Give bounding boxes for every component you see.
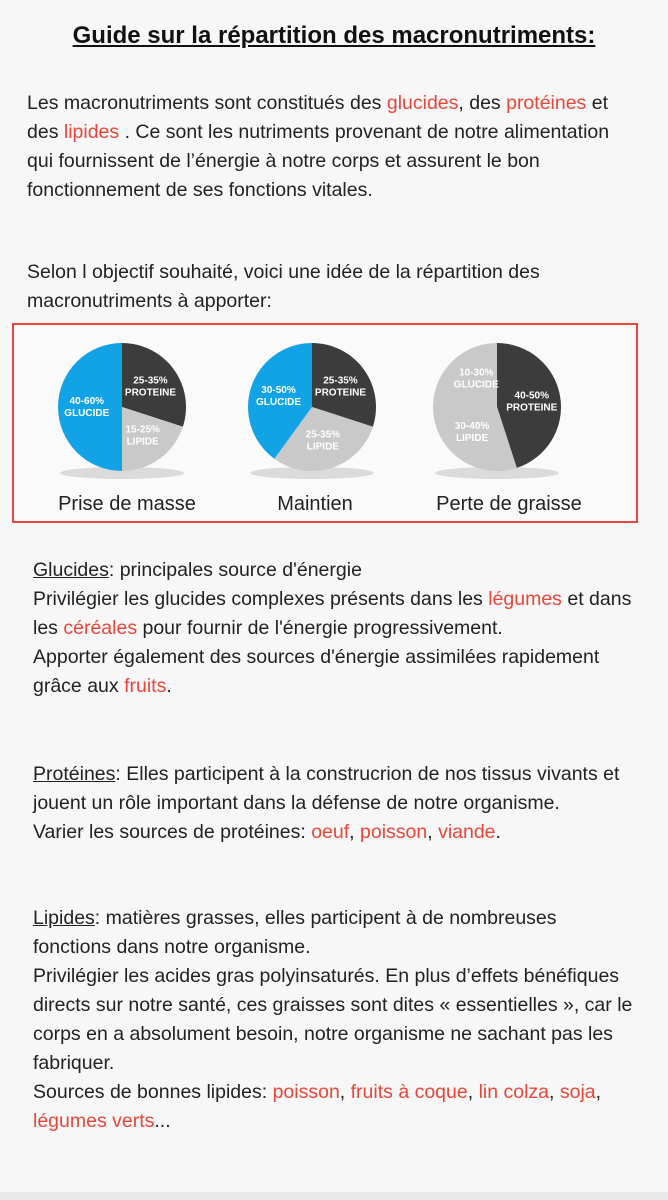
pie-slice-glucide: [58, 343, 122, 471]
pie-chart-2: [419, 337, 589, 487]
section-heading: Glucides: [33, 559, 109, 581]
pie-slice-name: LIPIDE: [306, 441, 339, 453]
section-heading: Lipides: [33, 907, 95, 929]
keyword-proteines: protéines: [506, 92, 587, 114]
keyword-legumes-verts: légumes verts: [33, 1110, 155, 1132]
pie-chart-1: [234, 337, 404, 487]
keyword-soja: soja: [559, 1081, 596, 1103]
pie-slice-percent: 25-35%: [133, 375, 168, 387]
pie-label-perte-de-graisse: Perte de graisse: [436, 493, 582, 515]
pie-slice-percent: 30-50%: [261, 385, 296, 397]
pie-slice-percent: 25-35%: [323, 375, 358, 387]
pie-slice-name: GLUCIDE: [453, 379, 499, 391]
keyword-poisson: poisson: [360, 821, 428, 843]
pie-slice-percent: 25-35%: [305, 429, 341, 441]
pie-slice-name: PROTEINE: [506, 402, 558, 414]
pie-perte-de-graisse: [419, 337, 589, 487]
pie-slice-name: PROTEINE: [124, 387, 177, 399]
section-proteines: Protéines: Elles participent à la construcrion de nos tissus vivants et jouent un rôle important dans la défense de notre organisme. Varier les sources de protéines: oeuf, poisson, viande.: [33, 763, 620, 843]
pie-slice-name: LIPIDE: [126, 436, 159, 448]
intro-paragraph: Les macronutriments sont constitués des glucides, des protéines et des lipides . Ce sont les nutriments provenant de notre alimentation qui fournissent de l’énergie à notre corps et assurent le bon fonctionnement de ses fonctions vitales.: [27, 92, 610, 201]
keyword-poisson: poisson: [272, 1081, 340, 1103]
objective-paragraph: Selon l objectif souhaité, voici une idée de la répartition des macronutriments à apporter:: [27, 261, 540, 312]
pie-maintien: [234, 337, 404, 487]
pie-slice-percent: 40-50%: [514, 390, 550, 402]
pie-slice-percent: 15-25%: [125, 424, 160, 436]
keyword-viande: viande: [438, 821, 496, 843]
pie-slice-percent: 40-60%: [69, 396, 105, 407]
keyword-cereales: céréales: [63, 617, 138, 639]
pie-label-prise-de-masse: Prise de masse: [58, 493, 196, 515]
pie-slice-name: LIPIDE: [455, 432, 489, 444]
keyword-fruits: fruits: [124, 675, 167, 697]
keyword-legumes: légumes: [488, 588, 562, 610]
pie-label-maintien: Maintien: [277, 493, 353, 515]
pie-slice-percent: 30-40%: [454, 420, 490, 432]
section-glucides: Glucides: principales source d'énergie Privilégier les glucides complexes présents dans les légumes et dans les céréales pour fournir de l'énergie progressivement. Apporter également des sources d'énergie assimilées rapidement grâce aux fruits.: [33, 559, 632, 697]
keyword-lipides: lipides: [63, 121, 120, 143]
keyword-lin: lin: [478, 1081, 499, 1103]
pie-slice-percent: 10-30%: [459, 367, 494, 379]
pie-slice-name: GLUCIDE: [256, 397, 302, 409]
pie-prise-de-masse: [44, 337, 214, 487]
section-heading: Protéines: [33, 763, 116, 785]
pie-chart-0: [44, 337, 214, 487]
bottom-bar: [0, 1192, 668, 1200]
page-title: Guide sur la répartition des macronutriments:: [72, 22, 596, 49]
pie-slice-name: PROTEINE: [314, 387, 367, 399]
keyword-colza: colza: [503, 1081, 550, 1103]
macro-charts-box: [12, 323, 638, 523]
section-lipides: Lipides: matières grasses, elles participent à de nombreuses fonctions dans notre organisme. Privilégier les acides gras polyinsaturés. En plus d’effets bénéfiques directs sur notre santé, ces graisses sont dites « essentielles », car le corps en a absolument besoin, notre organisme ne sachant pas les fabriquer. Sources de bonnes lipides: poisson, fruits à coque, lin colza, soja, légumes verts...: [33, 907, 633, 1132]
keyword-glucides: glucides: [386, 92, 459, 114]
pie-slice-name: GLUCIDE: [64, 408, 110, 419]
keyword-fruits-a-coque: fruits à coque: [350, 1081, 468, 1103]
keyword-oeuf: oeuf: [311, 821, 350, 843]
